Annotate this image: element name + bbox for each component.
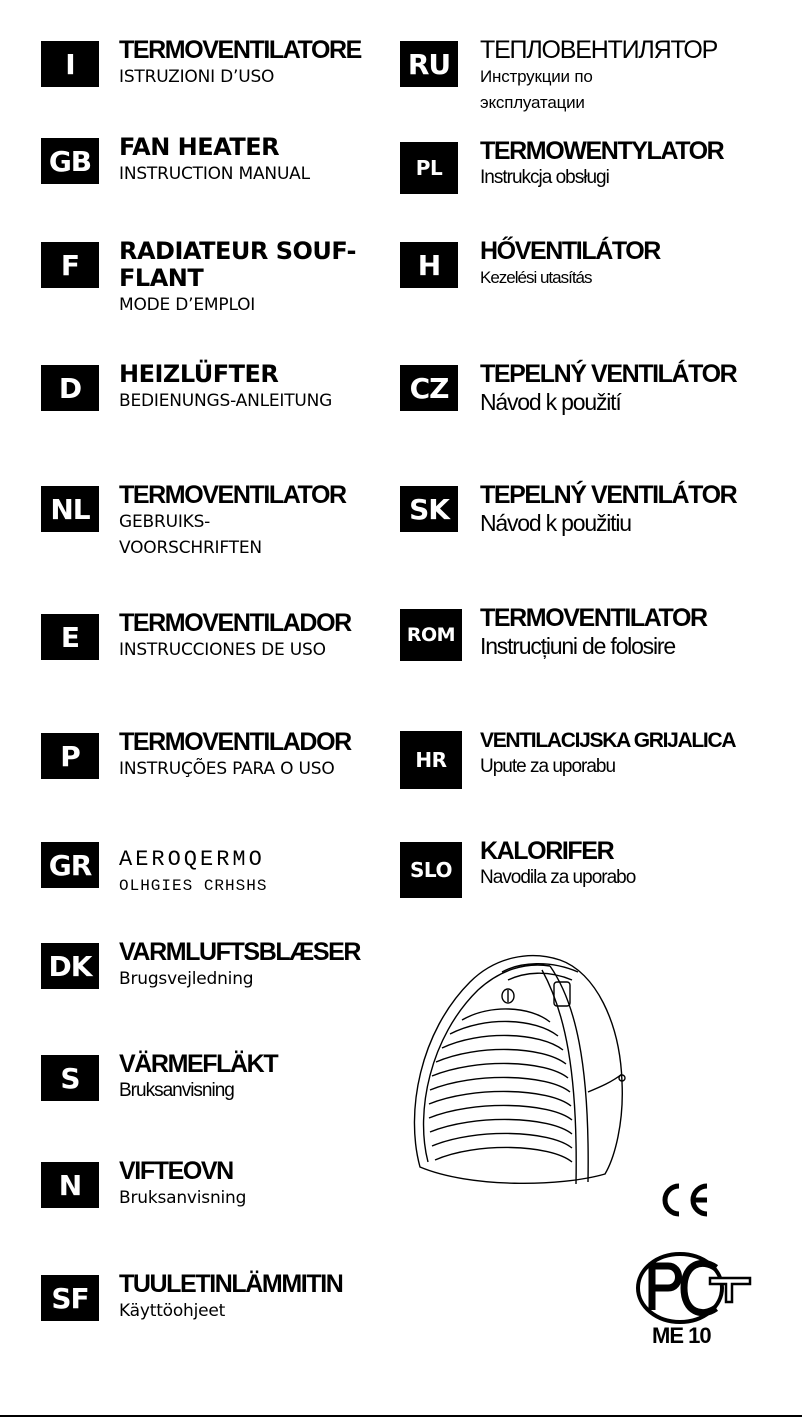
lang-code-badge: RU (400, 41, 458, 87)
product-title: VARMLUFTSBLÆSER (119, 938, 361, 966)
lang-code-badge: SK (400, 486, 458, 532)
lang-code-badge: SLO (400, 842, 462, 898)
manual-subtitle: INSTRUÇÕES PARA O USO (119, 759, 335, 779)
product-title: VÄRMEFLÄKT (119, 1050, 278, 1078)
manual-subtitle: ISTRUZIONI D’USO (119, 67, 275, 87)
manual-subtitle: INSTRUCTION MANUAL (119, 164, 310, 184)
product-title: TERMOVENTILATORE (119, 36, 361, 64)
ce-mark-icon (655, 1180, 711, 1220)
lang-code-badge: H (400, 242, 458, 288)
lang-code-badge: N (41, 1162, 99, 1208)
manual-subtitle: Instrukcja obsługi (480, 167, 609, 188)
manual-subtitle: Bruksanvisning (119, 1188, 247, 1208)
bottom-divider (0, 1415, 802, 1417)
manual-subtitle: MODE D’EMPLOI (119, 295, 256, 315)
manual-subtitle: Návod k použití (480, 389, 621, 415)
product-title: TEPELNÝ VENTILÁTOR (480, 360, 737, 388)
product-title: VIFTEOVN (119, 1157, 233, 1185)
manual-subtitle: Käyttöohjeet (119, 1301, 226, 1321)
lang-code-badge: DK (41, 943, 99, 989)
manual-subtitle: Bruksanvisning (119, 1080, 234, 1101)
manual-subtitle-line-1: GEBRUIKS- (119, 512, 211, 532)
manual-subtitle: BEDIENUNGS-ANLEITUNG (119, 391, 333, 411)
manual-subtitle: INSTRUCCIONES DE USO (119, 640, 326, 660)
product-title: KALORIFER (480, 837, 614, 865)
lang-code-badge: D (41, 365, 99, 411)
manual-subtitle: Kezelési utasítás (480, 268, 592, 287)
manual-subtitle-line-2: эксплуатации (480, 93, 585, 112)
manual-subtitle: Instrucțiuni de folosire (480, 633, 675, 659)
manual-subtitle-line-2: VOORSCHRIFTEN (119, 538, 262, 558)
product-title: TEPELNÝ VENTILÁTOR (480, 481, 737, 509)
product-title: TERMOWENTYLATOR (480, 137, 724, 165)
product-title: VENTILACIJSKA GRIJALICA (480, 729, 736, 752)
product-title-line-1: RADIATEUR SOUF- (119, 237, 356, 265)
fan-heater-illustration (400, 942, 630, 1192)
product-title: TUULETINLÄMMITIN (119, 1270, 343, 1298)
product-title: TERMOVENTILATOR (119, 481, 346, 509)
lang-code-badge: E (41, 614, 99, 660)
manual-subtitle: OLHGIES CRHSHS (119, 877, 268, 895)
product-title: TERMOVENTILADOR (119, 728, 351, 756)
lang-code-badge: SF (41, 1275, 99, 1321)
lang-code-badge: ROM (400, 609, 462, 661)
lang-code-badge: GR (41, 842, 99, 888)
product-title: HEIZLÜFTER (119, 360, 279, 388)
manual-subtitle: Upute za uporabu (480, 756, 616, 777)
lang-code-badge: PL (400, 142, 458, 194)
manual-subtitle-line-1: Инструкции по (480, 67, 593, 86)
product-title: TERMOVENTILADOR (119, 609, 351, 637)
lang-code-badge: GB (41, 138, 99, 184)
lang-code-badge: NL (41, 486, 99, 532)
product-title: HŐVENTILÁTOR (480, 237, 660, 265)
pct-certification-icon (632, 1250, 754, 1330)
lang-code-badge: CZ (400, 365, 458, 411)
manual-subtitle: Navodila za uporabo (480, 867, 636, 888)
product-title: AEROQERMO (119, 847, 265, 872)
lang-code-badge: P (41, 733, 99, 779)
manual-subtitle: Brugsvejledning (119, 969, 254, 989)
product-title: TERMOVENTILATOR (480, 604, 707, 632)
lang-code-badge: S (41, 1055, 99, 1101)
product-title: ТЕПЛОВЕНТИЛЯТОР (480, 36, 718, 64)
product-title: FAN HEATER (119, 133, 280, 161)
lang-code-badge: HR (400, 731, 462, 789)
pct-code-label: ME 10 (652, 1323, 711, 1348)
manual-subtitle: Návod k použitiu (480, 510, 631, 536)
lang-code-badge: I (41, 41, 99, 87)
lang-code-badge: F (41, 242, 99, 288)
product-title-line-2: FLANT (119, 264, 204, 292)
